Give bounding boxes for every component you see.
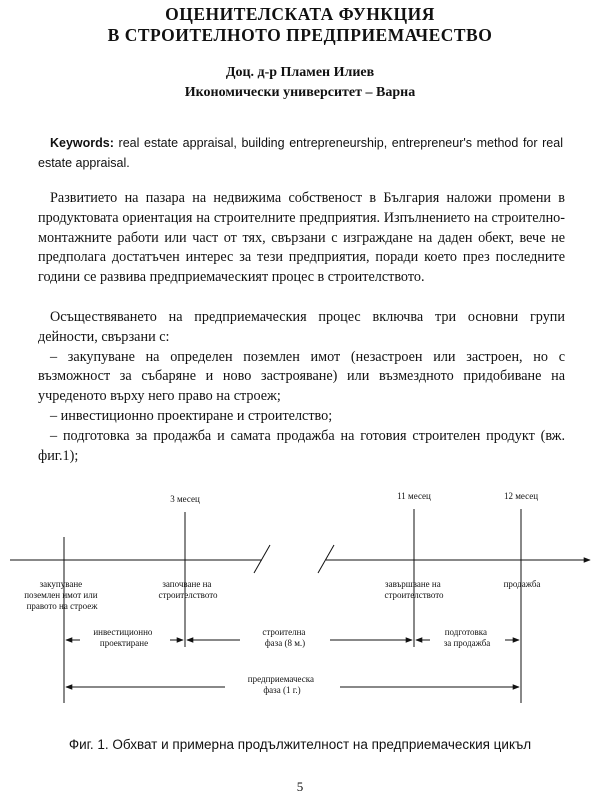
figure-caption: Фиг. 1. Обхват и примерна продължителност на предприемаческия цикъл bbox=[68, 737, 532, 752]
phase-label-presale bbox=[444, 627, 491, 648]
phase-label-entrepreneurial-line-1: предприемаческа bbox=[247, 674, 314, 684]
phase-label-construction-line-1: строителна bbox=[262, 627, 306, 637]
keywords-label: Keywords: bbox=[50, 136, 114, 150]
phase-label-design-line-1: инвестиционно bbox=[93, 627, 153, 637]
event-label-purchase-line-3: правото на строеж bbox=[26, 601, 98, 611]
phase-label-construction-line-2: фаза (8 м.) bbox=[264, 638, 306, 648]
paper-title-line-1: ОЦЕНИТЕЛСКАТА ФУНКЦИЯ bbox=[165, 4, 435, 24]
month-label-12: 12 месец bbox=[503, 491, 539, 501]
phase-label-presale-line-2: за продажба bbox=[443, 638, 491, 648]
author-affiliation: Икономически университет – Варна bbox=[184, 85, 416, 100]
timeline-break-mark-left bbox=[254, 545, 270, 573]
body-paragraph-1 bbox=[38, 189, 565, 288]
event-label-sale-line-1: продажба bbox=[503, 579, 541, 589]
event-label-construction-end bbox=[384, 579, 444, 600]
phase-label-construction bbox=[262, 627, 307, 648]
event-label-purchase bbox=[24, 579, 100, 611]
event-label-construction-start-line-2: строителството bbox=[158, 590, 218, 600]
month-label-11: 11 месец bbox=[397, 491, 431, 501]
keywords-text: real estate appraisal, building entrepreneurship, entrepreneur's method for real estate appraisal. bbox=[38, 136, 563, 170]
event-label-sale bbox=[504, 579, 541, 589]
body-paragraph-2 bbox=[38, 308, 565, 466]
event-label-construction-end-line-2: строителството bbox=[384, 590, 444, 600]
event-label-purchase-line-2: поземлен имот или bbox=[24, 590, 98, 600]
month-label-3: 3 месец bbox=[170, 494, 200, 504]
list-item-design: – инвестиционно проектиране и строителство; bbox=[50, 407, 333, 424]
phase-label-entrepreneurial bbox=[248, 674, 316, 695]
author-name: Доц. д-р Пламен Илиев bbox=[225, 65, 375, 80]
phase-label-design-line-2: проектиране bbox=[99, 638, 149, 648]
keywords-paragraph bbox=[38, 133, 563, 173]
phase-label-presale-line-1: подготовка bbox=[444, 627, 488, 637]
phase-label-entrepreneurial-line-2: фаза (1 г.) bbox=[263, 685, 301, 695]
list-item-sale: – подготовка за продажба и самата продажба на готовия строителен продукт (вж. фиг.1); bbox=[38, 427, 565, 464]
event-label-construction-start bbox=[158, 579, 218, 600]
timeline-break-mark-right bbox=[318, 545, 334, 573]
phase-label-design bbox=[93, 627, 154, 648]
event-label-construction-start-line-1: започване на bbox=[162, 579, 212, 589]
body-paragraph-2-text: Осъществяването на предприемаческия процес включва три основни групи дейности, свързани с: bbox=[38, 309, 565, 345]
event-label-construction-end-line-1: завършване на bbox=[385, 579, 441, 589]
list-item-purchase: – закупуване на определен поземлен имот (незастроен или застроен, но с възможност за събаряне и ново застрояване) или възмездното придобиване на учреденото върху него право на строеж; bbox=[38, 348, 565, 405]
figure-1-timeline-diagram bbox=[0, 485, 600, 735]
body-paragraph-1-text: Развитието на пазара на недвижима собственост в България наложи промени в продуктовата ориентация на строителните предприятия. Изпълнението на строително-монтажните работи или част от тях, свързани с изграждане на даден обект, вече не предполага достатъчен интерес за тези предприятия, поради което през последните години се развива предприемаческият процес в строителството. bbox=[38, 190, 565, 286]
page-number: 5 bbox=[296, 779, 304, 794]
paper-title-line-2: В СТРОИТЕЛНОТО ПРЕДПРИЕМАЧЕСТВО bbox=[107, 25, 493, 45]
event-label-purchase-line-1: закупуване bbox=[39, 579, 83, 589]
